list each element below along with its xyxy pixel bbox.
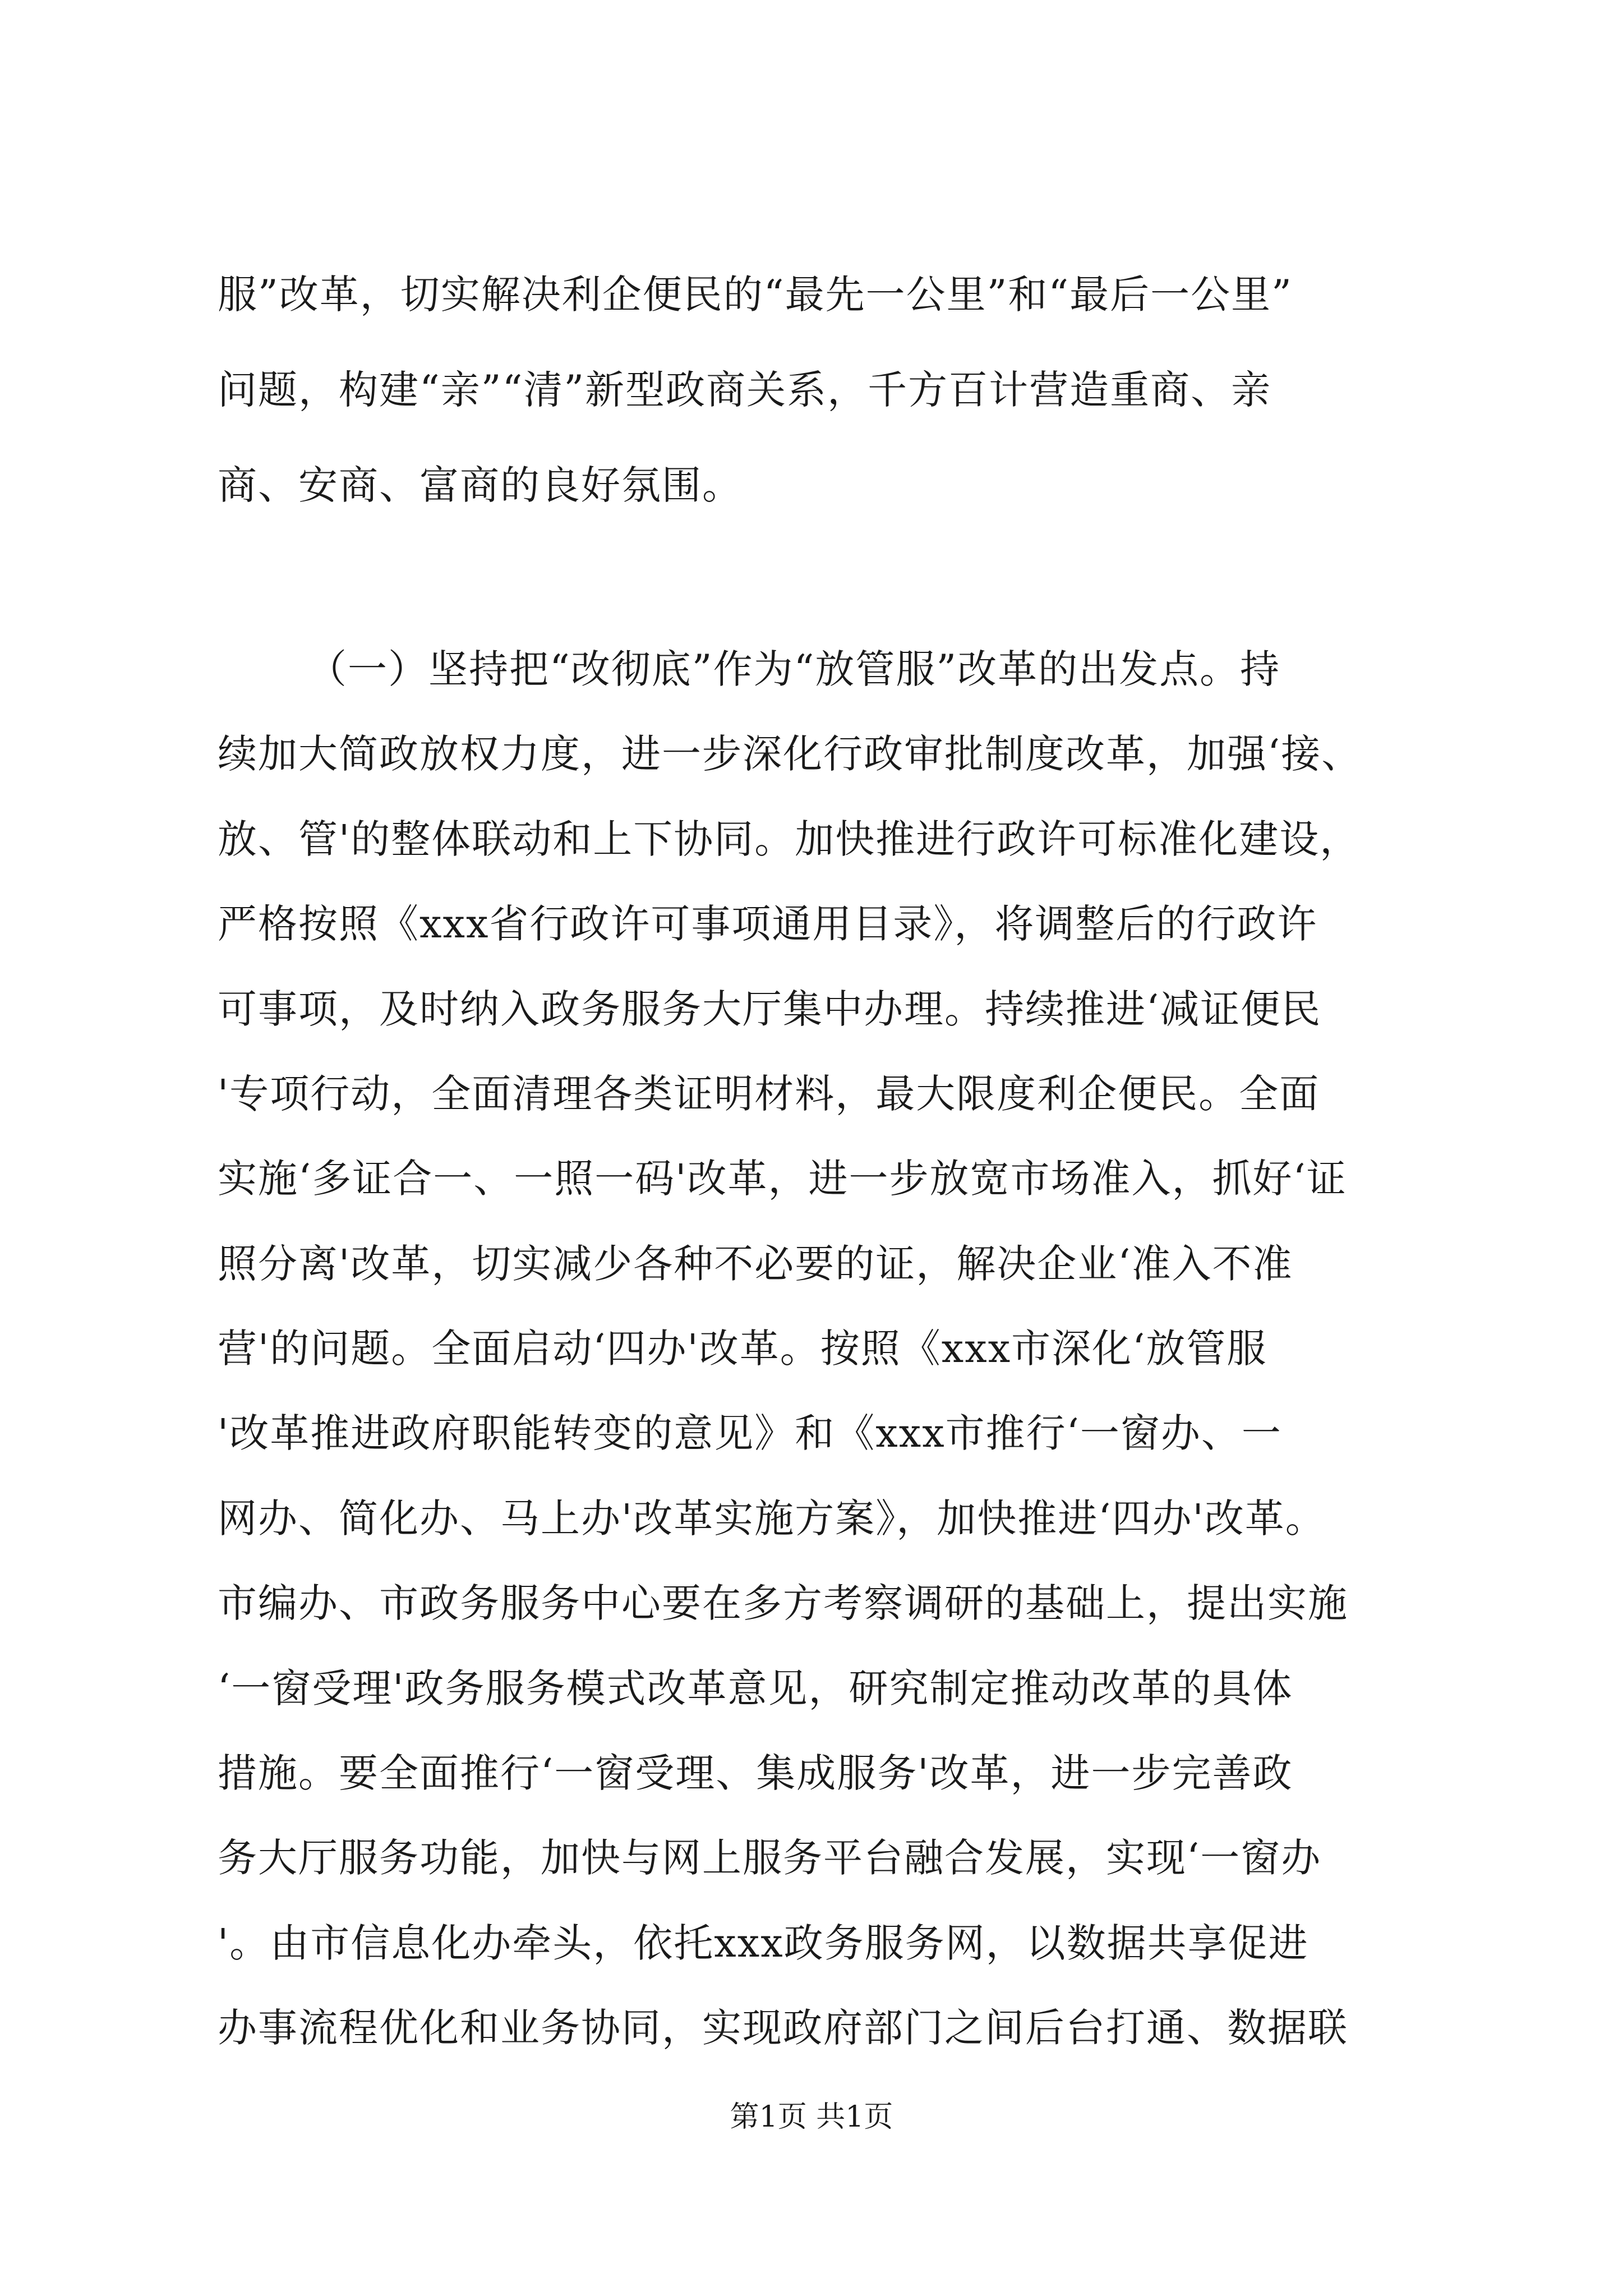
- paragraph-2-line-4: 严格按照《xxx省行政许可事项通用目录》，将调整后的行政许: [218, 901, 1318, 947]
- page-footer: 第1页 共1页: [730, 2100, 893, 2134]
- paragraph-2-line-16: '。由市信息化办牵头，依托xxx政务服务网，以数据共享促进: [218, 1920, 1309, 1966]
- paragraph-2-line-12: 市编办、市政务服务中心要在多方考察调研的基础上，提出实施: [218, 1580, 1348, 1626]
- paragraph-2-line-2: 续加大简政放权力度，进一步深化行政审批制度改革，加强‘接、: [218, 731, 1362, 777]
- paragraph-2-line-1: （一）坚持把“改彻底”作为“放管服”改革的出发点。持: [307, 646, 1281, 692]
- paragraph-2-line-14: 措施。要全面推行‘一窗受理、集成服务'改革，进一步完善政: [218, 1750, 1293, 1796]
- paragraph-2-line-7: 实施‘多证合一、一照一码'改革，进一步放宽市场准入，抓好‘证: [218, 1156, 1347, 1202]
- paragraph-2-line-13: ‘一窗受理'政务服务模式改革意见，研究制定推动改革的具体: [218, 1665, 1293, 1711]
- paragraph-1-line-3: 商、安商、富商的良好氛围。: [218, 462, 743, 508]
- paragraph-2-line-6: '专项行动，全面清理各类证明材料，最大限度利企便民。全面: [218, 1071, 1320, 1117]
- paragraph-2-line-9: 营'的问题。全面启动‘四办'改革。按照《xxx市深化‘放管服: [218, 1326, 1267, 1372]
- paragraph-2-line-15: 务大厅服务功能，加快与网上服务平台融合发展，实现‘一窗办: [218, 1835, 1322, 1881]
- paragraph-2-line-3: 放、管'的整体联动和上下协同。加快推进行政许可标准化建设，: [218, 816, 1361, 862]
- paragraph-2-line-5: 可事项，及时纳入政务服务大厅集中办理。持续推进‘减证便民: [218, 986, 1322, 1032]
- paragraph-2-line-10: '改革推进政府职能转变的意见》和《xxx市推行‘一窗办、一: [218, 1410, 1282, 1456]
- paragraph-1-line-2: 问题，构建“亲”“清”新型政商关系，千方百计营造重商、亲: [218, 367, 1272, 413]
- paragraph-2-line-8: 照分离'改革，切实减少各种不必要的证，解决企业‘准入不准: [218, 1241, 1293, 1287]
- paragraph-2-line-11: 网办、简化办、马上办'改革实施方案》，加快推进‘四办'改革。: [218, 1496, 1326, 1542]
- paragraph-2-line-17: 办事流程优化和业务协同，实现政府部门之间后台打通、数据联: [218, 2005, 1348, 2051]
- paragraph-1-line-1: 服”改革，切实解决利企便民的“最先一公里”和“最后一公里”: [218, 272, 1293, 318]
